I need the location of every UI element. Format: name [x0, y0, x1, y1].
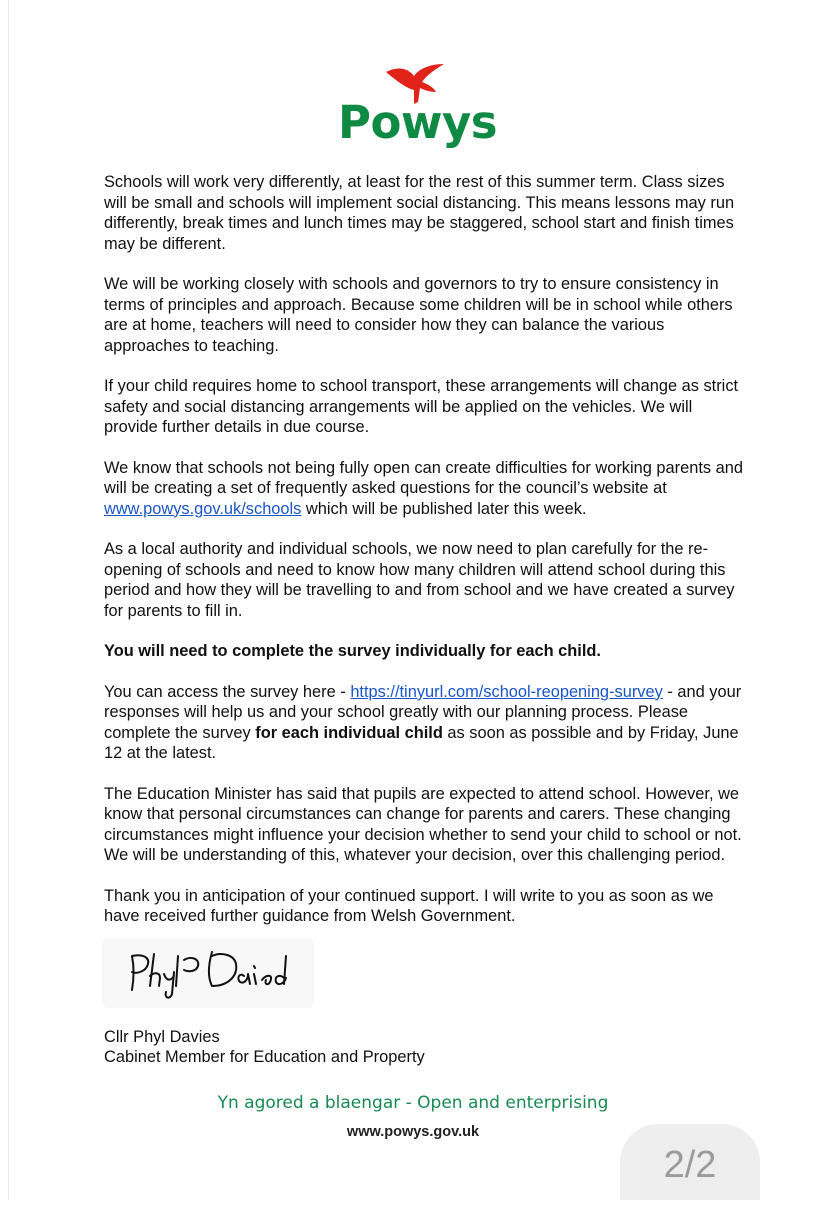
- council-motto: Yn agored a blaengar - Open and enterprising: [217, 1093, 609, 1113]
- powys-logo: [336, 58, 498, 150]
- paragraph-thanks: Thank you in anticipation of your continued support. I will write to you as soon as we have received further guidance from Welsh Government.: [104, 886, 714, 925]
- paragraph-class-sizes: Schools will work very differently, at least for the rest of this summer term. Class sizes will be small and schools will implement social distancing. This means lessons may run differently, break times and lunch times may be staggered, school start and finish times may be different.: [104, 173, 735, 253]
- paragraph-survey-notice: [104, 641, 744, 662]
- signatory-name: Cllr Phyl Davies: [104, 1028, 220, 1046]
- page-indicator: 2/2: [620, 1124, 760, 1200]
- paragraph-planning: As a local authority and individual schools, we now need to plan carefully for the re-opening of schools and need to know how many children will attend school during this period and how they will be travelling to and from school and we have created a survey for parents to fill in.: [104, 540, 735, 620]
- logo-wordmark: Powys: [338, 96, 498, 149]
- survey-text-mid: - and your responses will help us and your school greatly with our planning process. Please complete the survey: [104, 682, 742, 742]
- survey-notice-bold: You will need to complete the survey individually for each child.: [104, 642, 601, 660]
- paragraph-minister: The Education Minister has said that pupils are expected to attend school. However, we know that personal circumstances can change for parents and carers. These changing circumstances might influence your decision whether to send your child to school or not. We will be understanding of this, whatever your decision, over this challenging period.: [104, 784, 742, 864]
- survey-link[interactable]: https://tinyurl.com/school-reopening-survey: [350, 682, 663, 701]
- paragraph-governors: We will be working closely with schools and governors to try to ensure consistency in terms of principles and approach. Because some children will be in school while others are at home, teachers will need to consider how they can balance the various approaches to teaching.: [104, 275, 733, 355]
- survey-text-after: as soon as possible and by Friday, June 12 at the latest.: [104, 723, 739, 762]
- survey-text-bold: for each individual child: [255, 723, 443, 742]
- signature: [102, 938, 314, 1008]
- schools-link[interactable]: www.powys.gov.uk/schools: [104, 499, 302, 518]
- page-edge: [8, 0, 9, 1200]
- letter-body: [104, 172, 744, 947]
- signatory-role: Cabinet Member for Education and Property: [104, 1048, 425, 1066]
- paragraph-faq: [104, 458, 744, 520]
- paragraph-transport: If your child requires home to school transport, these arrangements will change as strict safety and social distancing arrangements will be applied on the vehicles. We will provide further details in due course.: [104, 377, 739, 436]
- faq-text-after: which will be published later this week.: [301, 499, 587, 518]
- handwritten-signature: [120, 946, 300, 1002]
- paragraph-survey-access: [104, 682, 744, 764]
- survey-text-before: You can access the survey here -: [104, 682, 351, 701]
- faq-text-before: We know that schools not being fully open can create difficulties for working parents and will be creating a set of frequently asked questions for the council’s website at: [104, 458, 743, 497]
- footer-website: www.powys.gov.uk: [346, 1124, 480, 1140]
